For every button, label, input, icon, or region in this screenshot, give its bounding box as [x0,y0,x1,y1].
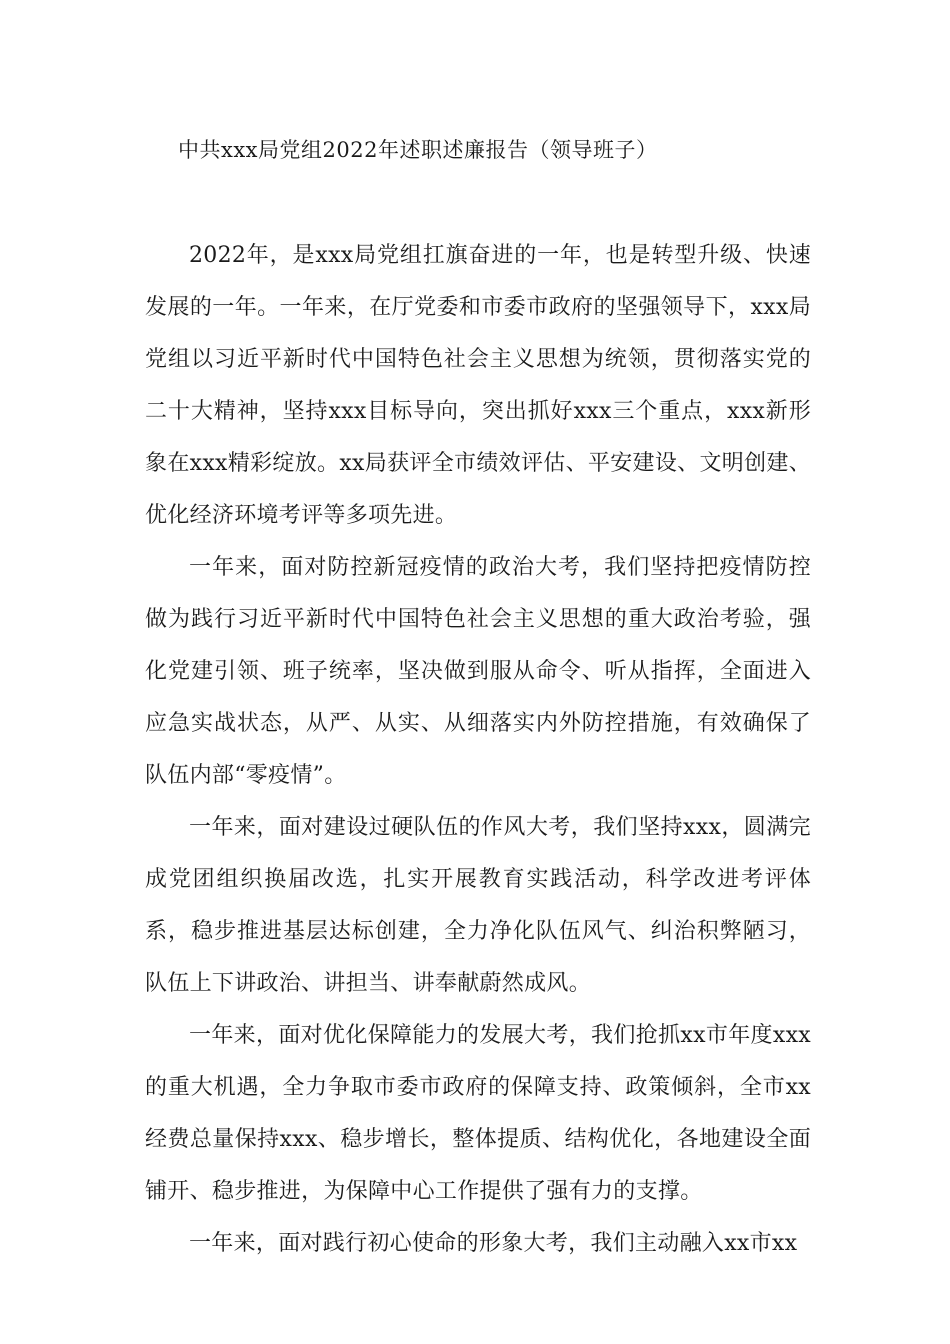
paragraph-support: 一年来，面对优化保障能力的发展大考，我们抢抓xx市年度xxx的重大机遇，全力争取市委市政府的保障支持、政策倾斜，全市xx经费总量保持xxx、稳步增长，整体提质、结构优化，各地建设全面铺开、稳步推进，为保障中心工作提供了强有力的支撑。 [145,1023,811,1204]
paragraph-epidemic: 一年来，面对防控新冠疫情的政治大考，我们坚持把疫情防控做为践行习近平新时代中国特色社会主义思想的重大政治考验，强化党建引领、班子统率，坚决做到服从命令、听从指挥，全面进入应急实战状态，从严、从实、从细落实内外防控措施，有效确保了队伍内部“零疫情”。 [145,555,811,788]
paragraph-image: 一年来，面对践行初心使命的形象大考，我们主动融入xx市xx [189,1231,798,1256]
paragraph-team-style: 一年来，面对建设过硬队伍的作风大考，我们坚持xxx，圆满完成党团组织换届改选，扎实开展教育实践活动，科学改进考评体系，稳步推进基层达标创建，全力净化队伍风气、纠治积弊陋习，队伍上下讲政治、讲担当、讲奉献蔚然成风。 [145,815,811,996]
document-title: 中共xxx局党组2022年述职述廉报告（领导班子） [178,138,658,162]
document-body [145,230,811,1270]
paragraph-intro: 2022年，是xxx局党组扛旗奋进的一年，也是转型升级、快速发展的一年。一年来，在厅党委和市委市政府的坚强领导下，xxx局党组以习近平新时代中国特色社会主义思想为统领，贯彻落实党的二十大精神，坚持xxx目标导向，突出抓好xxx三个重点，xxx新形象在xxx精彩绽放。xx局获评全市绩效评估、平安建设、文明创建、优化经济环境考评等多项先进。 [145,243,811,528]
